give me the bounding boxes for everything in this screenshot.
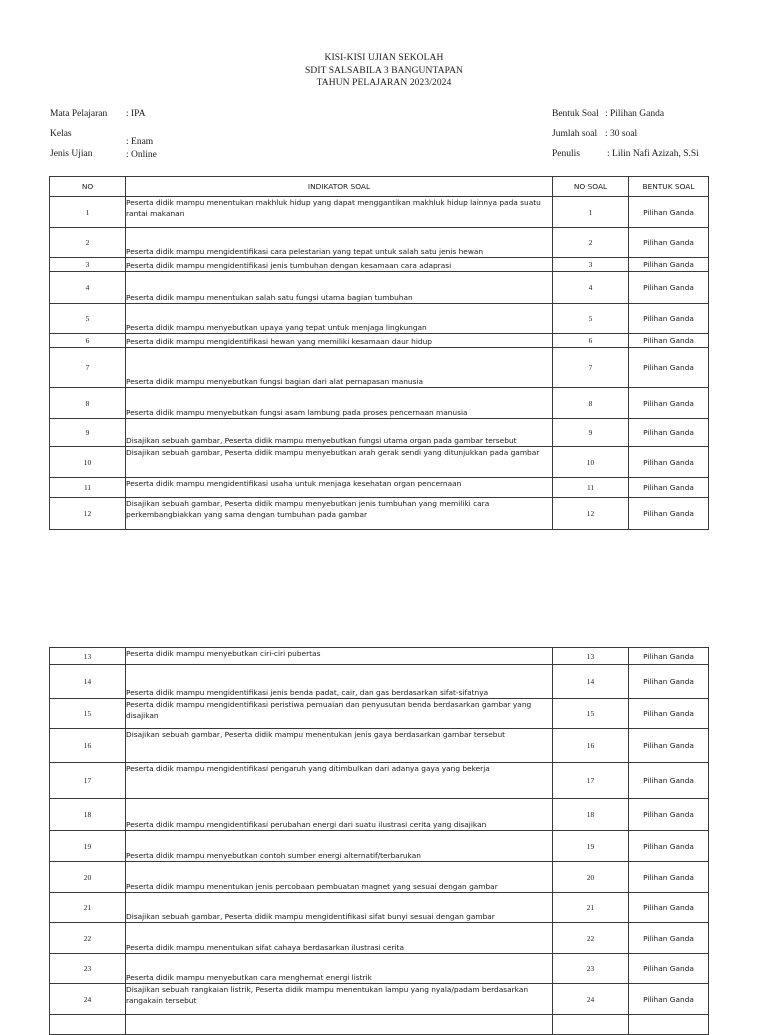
row-no-soal: 23: [553, 954, 629, 984]
row-indikator: Peserta didik mampu mengidentifikasi peristiwa pemuaian dan penyusutan benda berdasarkan gambar yang disajikan: [126, 699, 553, 729]
row-no: 2: [50, 228, 126, 258]
row-indikator: Peserta didik mampu mengidentifikasi perubahan energi dari suatu ilustrasi cerita yang disajikan: [126, 799, 553, 831]
row-no-soal: 6: [553, 334, 629, 348]
row-bentuk-soal: Pilihan Ganda: [629, 334, 709, 348]
row-no: 17: [50, 763, 126, 799]
row-no: 6: [50, 334, 126, 348]
row-no: 20: [50, 862, 126, 893]
row-bentuk-soal: Pilihan Ganda: [629, 498, 709, 530]
table-row: [50, 648, 709, 665]
meta-label-kelas: Kelas: [50, 129, 72, 139]
meta-value-penulis: : Lilin Nafi Azizah, S.Si: [607, 149, 699, 159]
row-no: 5: [50, 304, 126, 334]
row-no-soal-empty: [553, 1015, 629, 1035]
row-indikator: Peserta didik mampu mengidentifikasi jenis benda padat, cair, dan gas berdasarkan sifat-sifatnya: [126, 665, 553, 699]
table-row: [50, 729, 709, 763]
meta-label-penulis: Penulis: [552, 149, 580, 159]
row-indikator: Disajikan sebuah gambar, Peserta didik mampu menyebutkan jenis tumbuhan yang memiliki cara perkembangbiakkan yang sama dengan tumbuhan pada gambar: [126, 498, 553, 530]
row-indikator: Peserta didik mampu mengidentifikasi hewan yang memiliki kesamaan daur hidup: [126, 334, 553, 348]
row-bentuk-soal: Pilihan Ganda: [629, 954, 709, 984]
row-no: 7: [50, 348, 126, 388]
row-no-soal: 18: [553, 799, 629, 831]
indicator-table-page-2: [49, 647, 709, 1035]
row-bentuk-soal: Pilihan Ganda: [629, 197, 709, 228]
table-row: [50, 304, 709, 334]
row-no: 1: [50, 197, 126, 228]
row-no: 9: [50, 419, 126, 447]
row-bentuk-soal: Pilihan Ganda: [629, 419, 709, 447]
table-row: [50, 893, 709, 923]
row-indikator: Peserta didik mampu menyebutkan ciri-ciri pubertas: [126, 648, 553, 665]
column-header-indikator: INDIKATOR SOAL: [126, 177, 553, 197]
row-indikator: Peserta didik mampu menyebutkan cara menghemat energi listrik: [126, 954, 553, 984]
row-no-soal: 3: [553, 258, 629, 272]
row-no-soal: 8: [553, 388, 629, 419]
row-bentuk-soal: Pilihan Ganda: [629, 348, 709, 388]
row-no-soal: 9: [553, 419, 629, 447]
row-bentuk-soal: Pilihan Ganda: [629, 799, 709, 831]
table-row: [50, 272, 709, 304]
row-indikator: Peserta didik mampu menentukan salah satu fungsi utama bagian tumbuhan: [126, 272, 553, 304]
row-no-soal: 14: [553, 665, 629, 699]
table-row: [50, 258, 709, 272]
row-no: 11: [50, 478, 126, 498]
meta-value-jumlah-soal: : 30 soal: [605, 129, 638, 139]
row-no: 23: [50, 954, 126, 984]
row-no-soal: 4: [553, 272, 629, 304]
table-row: [50, 862, 709, 893]
row-no: 21: [50, 893, 126, 923]
row-bentuk-soal: Pilihan Ganda: [629, 729, 709, 763]
table-row: [50, 228, 709, 258]
row-bentuk-soal: Pilihan Ganda: [629, 447, 709, 478]
header-title: KISI-KISI UJIAN SEKOLAH: [324, 53, 444, 63]
meta-right: [552, 108, 762, 168]
row-bentuk-soal: Pilihan Ganda: [629, 272, 709, 304]
table-row: [50, 447, 709, 478]
row-no-soal: 24: [553, 984, 629, 1015]
meta-label-jenis-ujian: Jenis Ujian: [50, 149, 93, 159]
row-no-soal: 11: [553, 478, 629, 498]
table-header-row: [50, 177, 709, 197]
row-no-soal: 2: [553, 228, 629, 258]
row-indikator: Disajikan sebuah gambar, Peserta didik mampu menyebutkan arah gerak sendi yang ditunjukkan pada gambar: [126, 447, 553, 478]
row-no-empty: [50, 1015, 126, 1035]
row-bentuk-soal: Pilihan Ganda: [629, 228, 709, 258]
table-row: [50, 954, 709, 984]
row-no: 3: [50, 258, 126, 272]
row-no-soal: 15: [553, 699, 629, 729]
column-header-bentuk-soal: BENTUK SOAL: [629, 177, 709, 197]
row-no-soal: 10: [553, 447, 629, 478]
row-no: 13: [50, 648, 126, 665]
row-indikator: Peserta didik mampu menyebutkan fungsi asam lambung pada proses pencernaan manusia: [126, 388, 553, 419]
row-bentuk-soal-empty: [629, 1015, 709, 1035]
table-row: [50, 699, 709, 729]
table-row: [50, 197, 709, 228]
row-no: 8: [50, 388, 126, 419]
row-no-soal: 22: [553, 923, 629, 954]
meta-value-bentuk-soal: : Pilihan Ganda: [605, 109, 665, 119]
row-no-soal: 7: [553, 348, 629, 388]
row-bentuk-soal: Pilihan Ganda: [629, 304, 709, 334]
meta-label-jumlah-soal: Jumlah soal: [552, 129, 598, 139]
row-bentuk-soal: Pilihan Ganda: [629, 923, 709, 954]
row-indikator: Peserta didik mampu menentukan jenis percobaan pembuatan magnet yang sesuai dengan gambar: [126, 862, 553, 893]
table-row: [50, 478, 709, 498]
table-row: [50, 923, 709, 954]
table-row: [50, 334, 709, 348]
table-row: [50, 388, 709, 419]
row-bentuk-soal: Pilihan Ganda: [629, 831, 709, 862]
table-row: [50, 831, 709, 862]
row-no: 24: [50, 984, 126, 1015]
row-indikator: Peserta didik mampu menyebutkan upaya yang tepat untuk menjaga lingkungan: [126, 304, 553, 334]
row-indikator: Peserta didik mampu mengidentifikasi usaha untuk menjaga kesehatan organ pencernaan: [126, 478, 553, 498]
row-indikator: Disajikan sebuah rangkaian listrik, Peserta didik mampu menentukan lampu yang nyala/padam berdasarkan rangakain tersebut: [126, 984, 553, 1015]
row-no-soal: 16: [553, 729, 629, 763]
row-indikator: Peserta didik mampu mengidentifikasi pengaruh yang ditimbulkan dari adanya gaya yang bekerja: [126, 763, 553, 799]
meta-label-mapel: Mata Pelajaran: [50, 109, 108, 119]
row-bentuk-soal: Pilihan Ganda: [629, 665, 709, 699]
row-no: 19: [50, 831, 126, 862]
row-indikator-empty: [126, 1015, 553, 1035]
column-header-no-soal: NO SOAL: [553, 177, 629, 197]
row-indikator: Peserta didik mampu mengidentifikasi jenis tumbuhan dengan kesamaan cara adaprasi: [126, 258, 553, 272]
row-no-soal: 12: [553, 498, 629, 530]
row-indikator: Peserta didik mampu menentukan makhluk hidup yang dapat menggantikan makhluk hidup lainnya pada suatu rantai makanan: [126, 197, 553, 228]
meta-label-bentuk-soal: Bentuk Soal: [552, 109, 599, 119]
row-bentuk-soal: Pilihan Ganda: [629, 699, 709, 729]
table-row: [50, 348, 709, 388]
table-row: [50, 984, 709, 1015]
row-indikator: Disajikan sebuah gambar, Peserta didik mampu menentukan jenis gaya berdasarkan gambar tersebut: [126, 729, 553, 763]
column-header-no: NO: [50, 177, 126, 197]
row-bentuk-soal: Pilihan Ganda: [629, 763, 709, 799]
row-bentuk-soal: Pilihan Ganda: [629, 258, 709, 272]
table-row: [50, 498, 709, 530]
row-no-soal: 1: [553, 197, 629, 228]
row-bentuk-soal: Pilihan Ganda: [629, 984, 709, 1015]
row-no: 10: [50, 447, 126, 478]
row-no-soal: 19: [553, 831, 629, 862]
row-bentuk-soal: Pilihan Ganda: [629, 388, 709, 419]
row-indikator: Peserta didik mampu menyebutkan fungsi bagian dari alat pernapasan manusia: [126, 348, 553, 388]
row-indikator: Peserta didik mampu menentukan sifat cahaya berdasarkan ilustrasi cerita: [126, 923, 553, 954]
row-no-soal: 21: [553, 893, 629, 923]
header-year: TAHUN PELAJARAN 2023/2024: [316, 78, 452, 88]
row-bentuk-soal: Pilihan Ganda: [629, 862, 709, 893]
table-row: [50, 419, 709, 447]
row-no: 16: [50, 729, 126, 763]
table-row: [50, 763, 709, 799]
row-bentuk-soal: Pilihan Ganda: [629, 478, 709, 498]
row-no: 12: [50, 498, 126, 530]
table-row: [50, 665, 709, 699]
row-no-soal: 17: [553, 763, 629, 799]
meta-value-mapel: : IPA: [126, 109, 146, 119]
row-no: 18: [50, 799, 126, 831]
table-row: [50, 1015, 709, 1035]
table-row: [50, 799, 709, 831]
row-indikator: Disajikan sebuah gambar, Peserta didik mampu menyebutkan fungsi utama organ pada gambar tersebut: [126, 419, 553, 447]
row-no: 15: [50, 699, 126, 729]
meta-left: [50, 108, 300, 168]
indicator-table-page-1: [49, 176, 709, 530]
row-indikator: Peserta didik mampu menyebutkan contoh sumber energi alternatif/terbarukan: [126, 831, 553, 862]
row-no-soal: 20: [553, 862, 629, 893]
row-bentuk-soal: Pilihan Ganda: [629, 893, 709, 923]
row-no: 14: [50, 665, 126, 699]
row-no-soal: 5: [553, 304, 629, 334]
row-no-soal: 13: [553, 648, 629, 665]
row-indikator: Disajikan sebuah gambar, Peserta didik mampu mengidentifikasi sifat bunyi sesuai dengan gambar: [126, 893, 553, 923]
document-header: [0, 52, 768, 90]
header-school: SDIT SALSABILA 3 BANGUNTAPAN: [304, 65, 464, 76]
row-bentuk-soal: Pilihan Ganda: [629, 648, 709, 665]
meta-value-jenis-ujian: : Online: [126, 150, 157, 160]
row-indikator: Peserta didik mampu mengidentifikasi cara pelestarian yang tepat untuk salah satu jenis hewan: [126, 228, 553, 258]
row-no: 22: [50, 923, 126, 954]
meta-value-kelas: : Enam: [126, 137, 154, 147]
row-no: 4: [50, 272, 126, 304]
